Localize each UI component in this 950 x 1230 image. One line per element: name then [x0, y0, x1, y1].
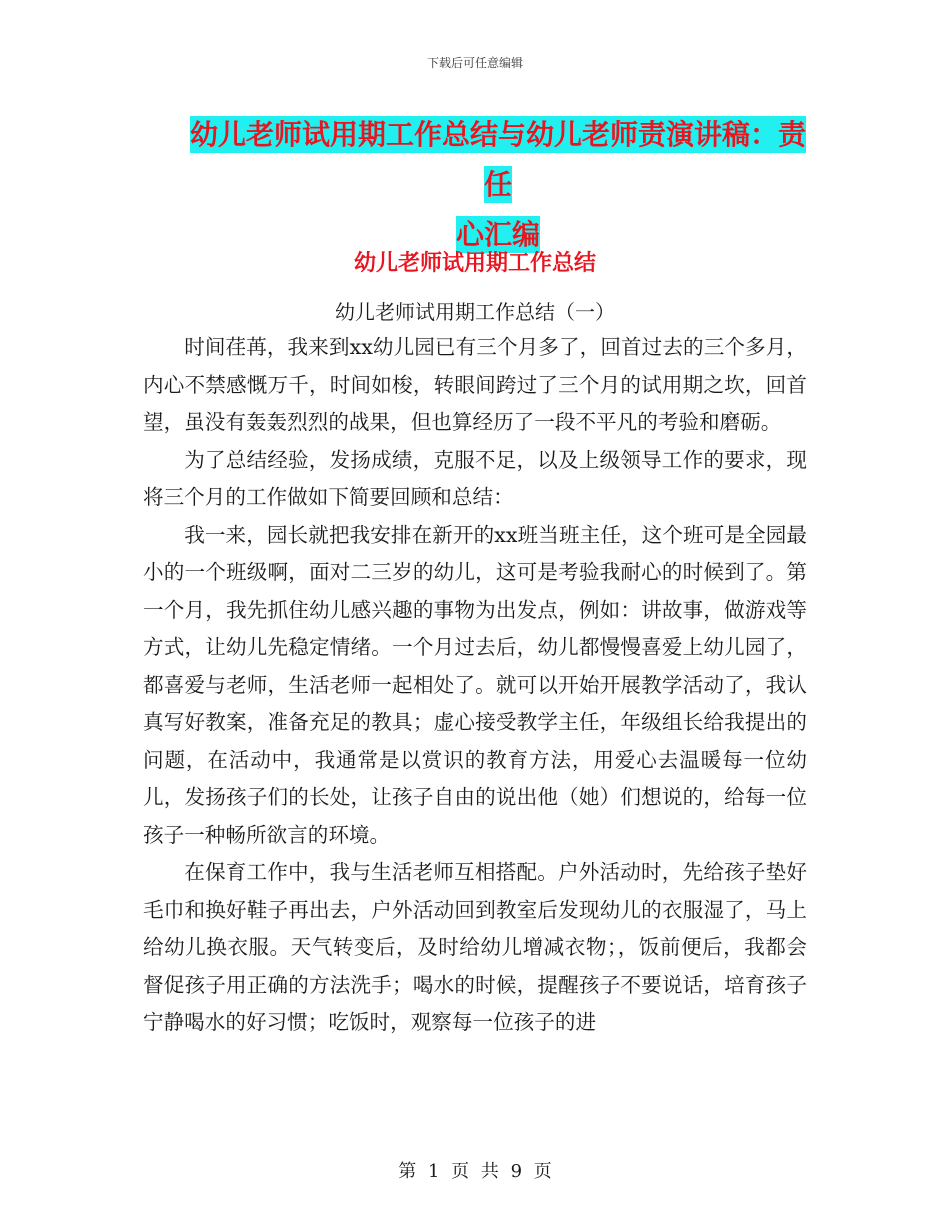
paragraph: 在保育工作中，我与生活老师互相搭配。户外活动时，先给孩子垫好毛巾和换好鞋子再出去，户外活动回到教室后发现幼儿的衣服湿了，马上给幼儿换衣服。天气转变后，及时给幼儿增减衣物；，饭前便后，我都会督促孩子用正确的方法洗手；喝水的时候，提醒孩子不要说话，培育孩子宁静喝水的好习惯；吃饭时，观察每一位孩子的进	[143, 860, 807, 1034]
paragraph: 时间荏苒，我来到xx幼儿园已有三个月多了，回首过去的三个多月，内心不禁感慨万千，时间如梭，转眼间跨过了三个月的试用期之坎，回首望，虽没有轰轰烈烈的战果，但也算经历了一段不平凡的考验和磨砺。	[143, 335, 807, 434]
document-body	[143, 329, 807, 1042]
paragraph: 我一来，园长就把我安排在新开的xx班当班主任，这个班可是全园最小的一个班级啊，面对二三岁的幼儿，这可是考验我耐心的时候到了。第一个月，我先抓住幼儿感兴趣的事物为出发点，例如：讲故事，做游戏等方式，让幼儿先稳定情绪。一个月过去后，幼儿都慢慢喜爱上幼儿园了，都喜爱与老师，生活老师一起相处了。就可以开始开展教学活动了，我认真写好教案，准备充足的教具；虚心接受教学主任，年级组长给我提出的问题，在活动中，我通常是以赏识的教育方法，用爱心去温暖每一位幼儿，发扬孩子们的长处，让孩子自由的说出他（她）们想说的，给每一位孩子一种畅所欲言的环境。	[143, 522, 807, 847]
sub-title: 幼儿老师试用期工作总结（一）	[335, 300, 615, 324]
section-title: 幼儿老师试用期工作总结	[353, 251, 596, 276]
document-title-line1: 幼儿老师试用期工作总结与幼儿老师责演讲稿：责任	[189, 118, 806, 201]
document-title-line2: 心汇编	[455, 218, 540, 251]
page-footer: 第 1 页 共 9 页	[398, 1161, 552, 1182]
document-title	[188, 110, 808, 260]
page-header-note: 下载后可任意编辑	[426, 56, 523, 70]
paragraph: 为了总结经验，发扬成绩，克服不足，以及上级领导工作的要求，现将三个月的工作做如下简要回顾和总结：	[143, 447, 807, 509]
